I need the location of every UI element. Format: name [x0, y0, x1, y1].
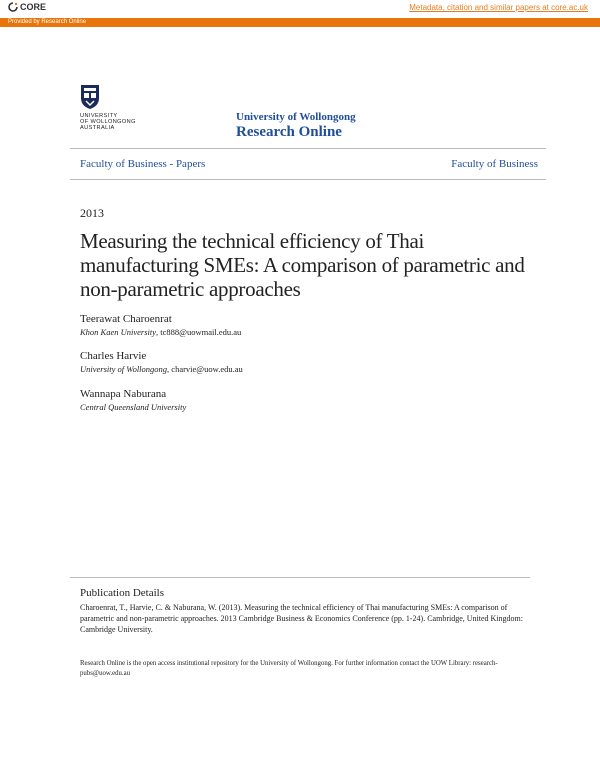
core-logo[interactable] [8, 2, 46, 12]
faculty-link[interactable]: Faculty of Business [451, 158, 538, 170]
uow-logo [80, 84, 144, 138]
repository-footer: Research Online is the open access institutional repository for the University of Wollongong. For further information contact the UOW Library: research-pubs@uow.edu.au [80, 660, 498, 677]
provided-by-bar [0, 18, 600, 27]
affiliation-name: Central Queensland University [80, 402, 187, 412]
affiliation-name: University of Wollongong [80, 364, 168, 374]
uow-crest-icon [80, 84, 100, 110]
author-name: Teerawat Charoenrat [80, 313, 172, 325]
uow-wordmark [80, 113, 136, 131]
university-name: University of Wollongong [236, 111, 356, 123]
uow-wordmark-line2: OF WOLLONGONG [80, 119, 136, 125]
core-metadata-link[interactable]: Metadata, citation and similar papers at core.ac.uk [409, 3, 588, 12]
author-affiliation [80, 327, 241, 337]
core-logo-text: CORE [20, 2, 47, 12]
core-bar [0, 0, 600, 18]
repository-name: Research Online [236, 124, 342, 140]
divider-top [70, 148, 546, 149]
author-email[interactable]: , charvie@uow.edu.au [167, 364, 243, 374]
provided-by-text[interactable]: Provided by Research Online [8, 19, 87, 25]
author-name: Wannapa Naburana [80, 388, 167, 400]
faculty-papers-link[interactable]: Faculty of Business - Papers [80, 158, 206, 170]
author-affiliation [80, 402, 186, 412]
publication-details-text: Charoenrat, T., Harvie, C. & Naburana, W. (2013). Measuring the technical efficiency of Thai manufacturing SMEs: A comparison of parametric and non-parametric approaches. 2013 Cambridge Business & Economics Conference (pp. 1-24). Cambridge, United Kingdom: Cambridge University. [80, 603, 523, 634]
paper-title: Measuring the technical efficiency of Thai manufacturing SMEs: A comparison of parametric and non-parametric approaches [80, 229, 525, 301]
divider-nav [70, 179, 546, 180]
author-name: Charles Harvie [80, 350, 147, 362]
research-online-header[interactable] [236, 111, 356, 141]
publication-details-heading: Publication Details [80, 587, 165, 599]
affiliation-name: Khon Kaen University [80, 327, 157, 337]
author-email[interactable]: , tc888@uowmail.edu.au [156, 327, 242, 337]
uow-wordmark-line1: UNIVERSITY [80, 113, 118, 119]
author-affiliation [80, 364, 243, 374]
publication-year: 2013 [80, 206, 104, 220]
uow-wordmark-line3: AUSTRALIA [80, 125, 115, 131]
core-logo-icon [8, 2, 18, 12]
divider-publication [70, 577, 530, 578]
